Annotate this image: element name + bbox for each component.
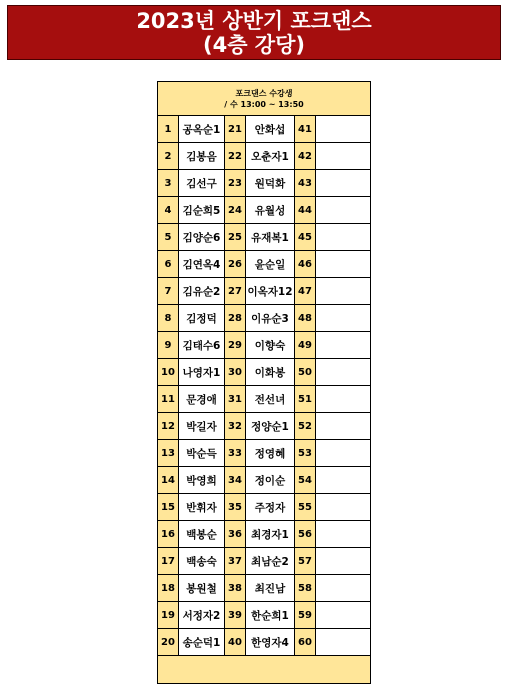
row-number-cell: 8 bbox=[158, 305, 179, 332]
row-number-cell: 20 bbox=[158, 629, 179, 656]
row-number-cell: 16 bbox=[158, 521, 179, 548]
row-number-cell: 42 bbox=[295, 143, 316, 170]
row-number-cell: 7 bbox=[158, 278, 179, 305]
row-number-cell: 58 bbox=[295, 575, 316, 602]
student-name-cell bbox=[316, 116, 371, 143]
row-number-cell: 15 bbox=[158, 494, 179, 521]
student-name-cell bbox=[316, 332, 371, 359]
row-number-cell: 24 bbox=[225, 197, 246, 224]
student-name-cell: 김태수6 bbox=[179, 332, 225, 359]
row-number-cell: 43 bbox=[295, 170, 316, 197]
row-number-cell: 53 bbox=[295, 440, 316, 467]
student-name-cell: 김연옥4 bbox=[179, 251, 225, 278]
student-name-cell: 김양순6 bbox=[179, 224, 225, 251]
student-name-cell bbox=[316, 251, 371, 278]
table-row bbox=[158, 116, 371, 143]
row-number-cell: 54 bbox=[295, 467, 316, 494]
student-name-cell: 문경애 bbox=[179, 386, 225, 413]
table-row bbox=[158, 548, 371, 575]
student-name-cell: 정양순1 bbox=[246, 413, 295, 440]
student-name-cell bbox=[316, 386, 371, 413]
row-number-cell: 37 bbox=[225, 548, 246, 575]
row-number-cell: 48 bbox=[295, 305, 316, 332]
row-number-cell: 19 bbox=[158, 602, 179, 629]
student-name-cell: 김정덕 bbox=[179, 305, 225, 332]
row-number-cell: 11 bbox=[158, 386, 179, 413]
table-footer bbox=[158, 656, 371, 684]
student-name-cell: 서정자2 bbox=[179, 602, 225, 629]
row-number-cell: 4 bbox=[158, 197, 179, 224]
row-number-cell: 50 bbox=[295, 359, 316, 386]
student-name-cell: 한영자4 bbox=[246, 629, 295, 656]
table-row bbox=[158, 305, 371, 332]
student-name-cell: 백송숙 bbox=[179, 548, 225, 575]
row-number-cell: 38 bbox=[225, 575, 246, 602]
table-row bbox=[158, 629, 371, 656]
row-number-cell: 46 bbox=[295, 251, 316, 278]
row-number-cell: 18 bbox=[158, 575, 179, 602]
student-name-cell: 정이순 bbox=[246, 467, 295, 494]
table-row bbox=[158, 143, 371, 170]
table-row bbox=[158, 386, 371, 413]
row-number-cell: 32 bbox=[225, 413, 246, 440]
row-number-cell: 10 bbox=[158, 359, 179, 386]
student-name-cell: 공옥순1 bbox=[179, 116, 225, 143]
row-number-cell: 17 bbox=[158, 548, 179, 575]
title-line-1: 2023년 상반기 포크댄스 bbox=[136, 9, 372, 33]
row-number-cell: 9 bbox=[158, 332, 179, 359]
student-name-cell: 김유순2 bbox=[179, 278, 225, 305]
student-name-cell: 이향숙 bbox=[246, 332, 295, 359]
row-number-cell: 51 bbox=[295, 386, 316, 413]
student-name-cell: 유재복1 bbox=[246, 224, 295, 251]
row-number-cell: 6 bbox=[158, 251, 179, 278]
student-name-cell: 김선구 bbox=[179, 170, 225, 197]
student-name-cell: 이옥자12 bbox=[246, 278, 295, 305]
row-number-cell: 36 bbox=[225, 521, 246, 548]
roster-table bbox=[157, 81, 371, 684]
student-name-cell: 안화섭 bbox=[246, 116, 295, 143]
student-name-cell bbox=[316, 170, 371, 197]
student-name-cell bbox=[316, 575, 371, 602]
row-number-cell: 1 bbox=[158, 116, 179, 143]
table-row bbox=[158, 467, 371, 494]
table-row bbox=[158, 602, 371, 629]
row-number-cell: 22 bbox=[225, 143, 246, 170]
student-name-cell: 한순희1 bbox=[246, 602, 295, 629]
row-number-cell: 60 bbox=[295, 629, 316, 656]
row-number-cell: 55 bbox=[295, 494, 316, 521]
table-row bbox=[158, 332, 371, 359]
table-row bbox=[158, 575, 371, 602]
student-name-cell: 전선녀 bbox=[246, 386, 295, 413]
student-name-cell: 최진남 bbox=[246, 575, 295, 602]
student-name-cell: 이유순3 bbox=[246, 305, 295, 332]
student-name-cell bbox=[316, 305, 371, 332]
student-name-cell: 반휘자 bbox=[179, 494, 225, 521]
row-number-cell: 5 bbox=[158, 224, 179, 251]
student-name-cell: 오춘자1 bbox=[246, 143, 295, 170]
row-number-cell: 21 bbox=[225, 116, 246, 143]
table-row bbox=[158, 170, 371, 197]
row-number-cell: 40 bbox=[225, 629, 246, 656]
student-name-cell: 김봉음 bbox=[179, 143, 225, 170]
row-number-cell: 47 bbox=[295, 278, 316, 305]
title-line-2: (4층 강당) bbox=[203, 33, 305, 57]
row-number-cell: 12 bbox=[158, 413, 179, 440]
student-name-cell: 나영자1 bbox=[179, 359, 225, 386]
student-name-cell: 최경자1 bbox=[246, 521, 295, 548]
table-row bbox=[158, 413, 371, 440]
student-name-cell: 최남순2 bbox=[246, 548, 295, 575]
student-name-cell: 김순희5 bbox=[179, 197, 225, 224]
student-name-cell: 윤순일 bbox=[246, 251, 295, 278]
student-name-cell bbox=[316, 521, 371, 548]
student-name-cell: 박길자 bbox=[179, 413, 225, 440]
row-number-cell: 33 bbox=[225, 440, 246, 467]
table-row bbox=[158, 494, 371, 521]
row-number-cell: 45 bbox=[295, 224, 316, 251]
table-row bbox=[158, 359, 371, 386]
student-name-cell: 이화봉 bbox=[246, 359, 295, 386]
student-name-cell: 원덕화 bbox=[246, 170, 295, 197]
row-number-cell: 49 bbox=[295, 332, 316, 359]
row-number-cell: 57 bbox=[295, 548, 316, 575]
table-header-title: 포크댄스 수강생 bbox=[235, 88, 293, 98]
student-name-cell bbox=[316, 143, 371, 170]
row-number-cell: 3 bbox=[158, 170, 179, 197]
row-number-cell: 52 bbox=[295, 413, 316, 440]
row-number-cell: 2 bbox=[158, 143, 179, 170]
student-name-cell bbox=[316, 413, 371, 440]
student-name-cell: 유월성 bbox=[246, 197, 295, 224]
table-row bbox=[158, 197, 371, 224]
table-row bbox=[158, 521, 371, 548]
table-header-schedule: / 수 13:00 ~ 13:50 bbox=[224, 99, 304, 109]
student-name-cell: 봉원철 bbox=[179, 575, 225, 602]
row-number-cell: 29 bbox=[225, 332, 246, 359]
row-number-cell: 25 bbox=[225, 224, 246, 251]
table-row bbox=[158, 251, 371, 278]
student-name-cell bbox=[316, 467, 371, 494]
student-name-cell bbox=[316, 629, 371, 656]
student-name-cell bbox=[316, 440, 371, 467]
row-number-cell: 28 bbox=[225, 305, 246, 332]
student-name-cell bbox=[316, 197, 371, 224]
row-number-cell: 39 bbox=[225, 602, 246, 629]
row-number-cell: 44 bbox=[295, 197, 316, 224]
student-name-cell bbox=[316, 548, 371, 575]
student-name-cell bbox=[316, 224, 371, 251]
student-name-cell bbox=[316, 494, 371, 521]
table-header bbox=[158, 82, 371, 116]
row-number-cell: 56 bbox=[295, 521, 316, 548]
row-number-cell: 59 bbox=[295, 602, 316, 629]
student-name-cell bbox=[316, 359, 371, 386]
title-banner bbox=[7, 5, 501, 60]
table-row bbox=[158, 278, 371, 305]
student-name-cell bbox=[316, 602, 371, 629]
student-name-cell: 박영희 bbox=[179, 467, 225, 494]
row-number-cell: 30 bbox=[225, 359, 246, 386]
table-row bbox=[158, 224, 371, 251]
table-row bbox=[158, 440, 371, 467]
row-number-cell: 34 bbox=[225, 467, 246, 494]
row-number-cell: 35 bbox=[225, 494, 246, 521]
row-number-cell: 41 bbox=[295, 116, 316, 143]
row-number-cell: 27 bbox=[225, 278, 246, 305]
student-name-cell: 정영혜 bbox=[246, 440, 295, 467]
row-number-cell: 14 bbox=[158, 467, 179, 494]
student-name-cell: 백봉순 bbox=[179, 521, 225, 548]
row-number-cell: 26 bbox=[225, 251, 246, 278]
student-name-cell: 주정자 bbox=[246, 494, 295, 521]
row-number-cell: 31 bbox=[225, 386, 246, 413]
row-number-cell: 13 bbox=[158, 440, 179, 467]
student-name-cell bbox=[316, 278, 371, 305]
student-name-cell: 박순득 bbox=[179, 440, 225, 467]
student-name-cell: 송순덕1 bbox=[179, 629, 225, 656]
row-number-cell: 23 bbox=[225, 170, 246, 197]
